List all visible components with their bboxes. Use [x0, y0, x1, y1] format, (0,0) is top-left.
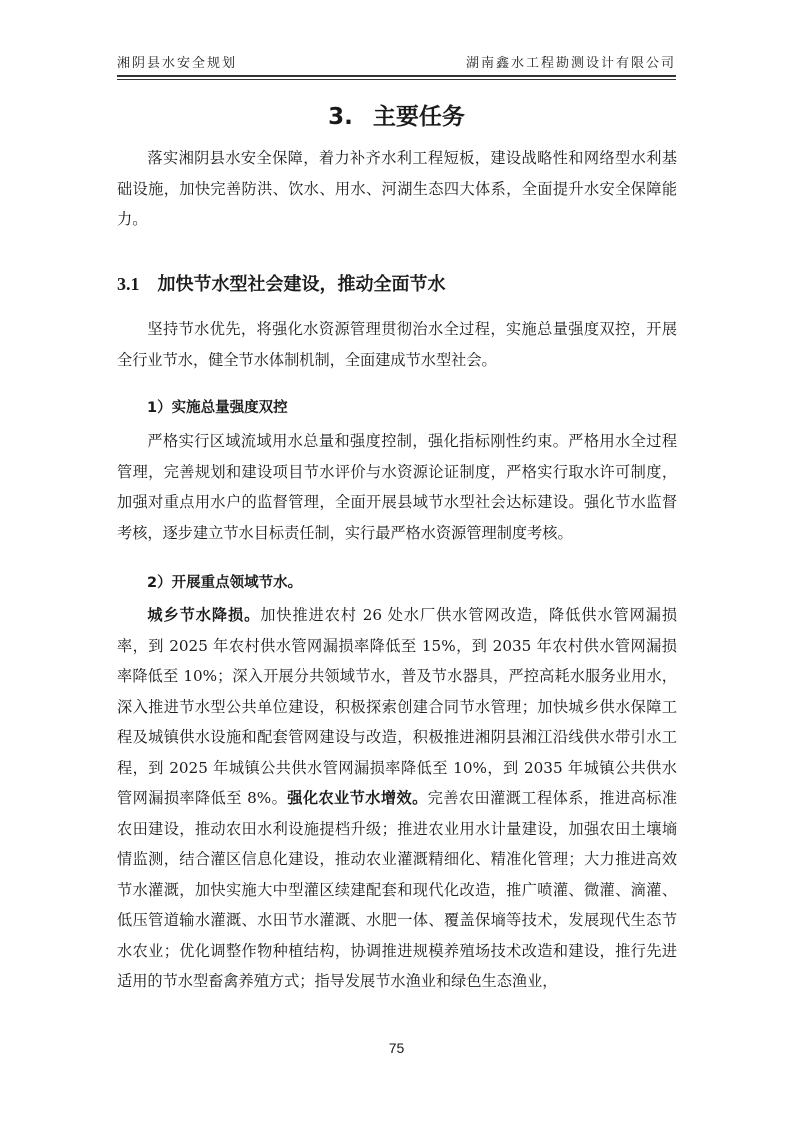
chapter-intro-paragraph: 落实湘阴县水安全保障，着力补齐水利工程短板，建设战略性和网络型水利基础设施，加快完善防洪、饮水、用水、河湖生态四大体系，全面提升水安全保障能力。	[117, 149, 677, 228]
section-title: 加快节水型社会建设，推动全面节水	[157, 274, 446, 295]
header-company-name: 湖南鑫水工程勘测设计有限公司	[465, 56, 676, 71]
chapter-heading	[0, 98, 793, 131]
section-number: 3.1	[117, 274, 140, 294]
section-heading	[117, 270, 446, 296]
header-document-title: 湘阴县水安全规划	[117, 56, 238, 71]
section-intro-paragraph: 坚持节水优先，将强化水资源管理贯彻治水全过程，实施总量强度双控，开展全行业节水，健全节水体制机制，全面建成节水型社会。	[117, 320, 677, 369]
subsection-2-paragraph	[117, 600, 677, 997]
chapter-title: 主要任务	[372, 104, 465, 130]
subsection-heading-1: 1）实施总量强度双控	[147, 400, 288, 416]
header-rule-thick	[117, 75, 676, 77]
subsection-heading-2: 2）开展重点领域节水。	[147, 575, 303, 591]
chapter-number: 3.	[328, 104, 353, 130]
running-header	[117, 52, 676, 74]
page-number: 75	[388, 1040, 405, 1056]
body-urban-rural-water-saving: 加快推进农村 26 处水厂供水管网改造，降低供水管网漏损率，到 2025 年农村供水管网漏损率降低至 15%，到 2035 年农村供水管网漏损率降低至 10%；深入开展分共领域节水，普及节水器具，严控高耗水服务业用水，深入推进节水型公共单位建设，积极探索创建合同节水管理；加快城乡供水保障工程及城镇供水设施和配套管网建设与改造，积极推进湘阴县湘江沿线供水带引水工程，到 2025 年城镇公共供水管网漏损率降低至 10%，到 2035 年城镇公共供水管网漏损率降低至 8%。	[117, 606, 678, 807]
header-rule-thin	[117, 79, 676, 80]
body-agricultural-water-saving: 完善农田灌溉工程体系，推进高标准农田建设，推动农田水利设施提档升级；推进农业用水计量建设，加强农田土壤墒情监测，结合灌区信息化建设，推动农业灌溉精细化、精准化管理；大力推进高效节水灌溉，加快实施大中型灌区续建配套和现代化改造，推广喷灌、微灌、滴灌、低压管道输水灌溉、水田节水灌溉、水肥一体、覆盖保墒等技术，发展现代生态节水农业；优化调整作物种植结构，协调推进规模养殖场技术改造和建设，推行先进适用的节水型畜禽养殖方式；指导发展节水渔业和绿色生态渔业，	[117, 789, 678, 990]
lead-urban-rural-water-saving: 城乡节水降损。	[147, 606, 261, 624]
lead-agricultural-water-saving: 强化农业节水增效。	[287, 789, 428, 807]
subsection-1-paragraph: 严格实行区域流域用水总量和强度控制，强化指标刚性约束。严格用水全过程管理，完善规划和建设项目节水评价与水资源论证制度，严格实行取水许可制度，加强对重点用水户的监督管理，全面开展县域节水型社会达标建设。强化节水监督考核，逐步建立节水目标责任制，实行最严格水资源管理制度考核。	[117, 432, 677, 542]
